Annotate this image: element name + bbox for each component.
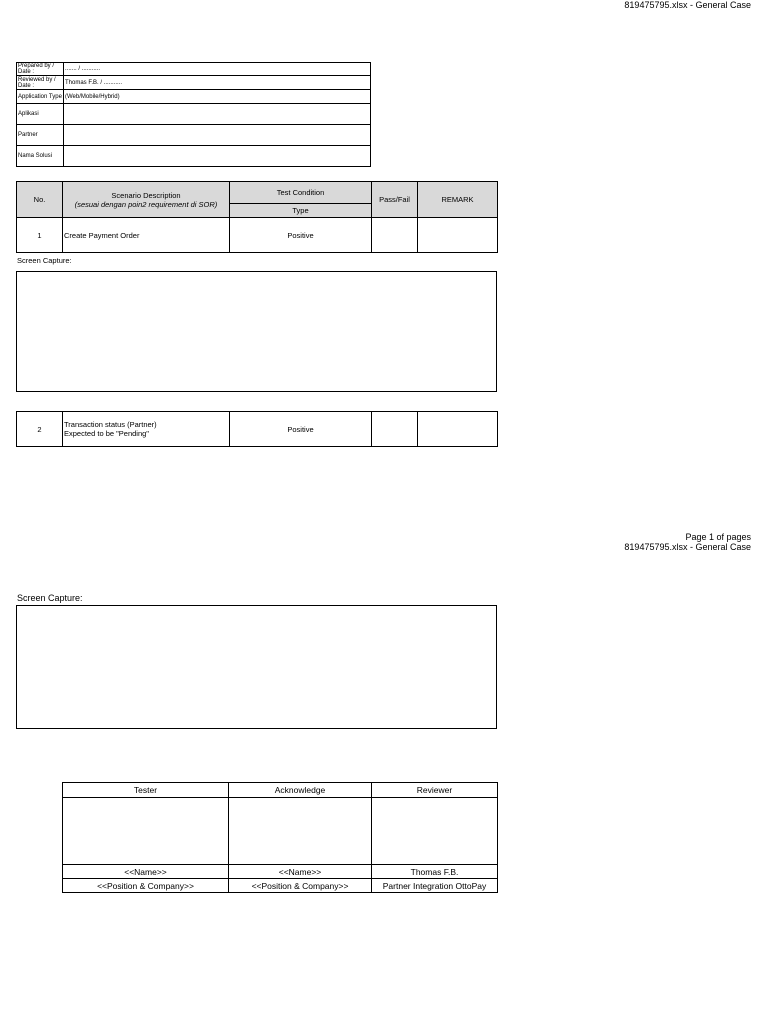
info-row-reviewed [17,76,371,90]
row-pass-fail [372,412,418,447]
row-remark [418,412,498,447]
scenario-table-1 [16,181,498,253]
name-reviewer: Thomas F.B. [372,865,498,879]
info-value: ....... / ........... [64,63,371,76]
header-test-condition: Test Condition [230,182,372,204]
info-value: (Web/Mobile/Hybrid) [64,90,371,104]
header-scenario-description [63,182,230,218]
header-remark: REMARK [418,182,498,218]
info-row-partner [17,125,371,146]
screen-capture-label: Screen Capture: [17,593,83,603]
row-pass-fail [372,218,418,253]
signature-space-row [63,798,498,865]
scenario-table-2 [16,411,498,447]
signature-roles-row [63,783,498,798]
screen-capture-box [16,271,497,392]
signature-space [372,798,498,865]
name-acknowledge: <<Name>> [229,865,372,879]
position-tester: <<Position & Company>> [63,879,229,893]
row-no: 1 [17,218,63,253]
signature-space [63,798,229,865]
info-value: Thomas F.B. / ........... [64,76,371,90]
info-label: Reviewed by / Date : [17,76,64,90]
info-label: Application Type [17,90,64,104]
info-value [64,125,371,146]
signature-space [229,798,372,865]
info-row-prepared [17,63,371,76]
header-pass-fail: Pass/Fail [372,182,418,218]
file-name-footer: 819475795.xlsx - General Case [624,542,751,552]
role-tester: Tester [63,783,229,798]
table-row [17,218,498,253]
info-label: Partner [17,125,64,146]
row-description: Create Payment Order [63,218,230,253]
info-label: Prepared by / Date : [17,63,64,76]
row-description-line2: Expected to be "Pending" [64,429,149,438]
info-label: Nama Solusi [17,146,64,167]
row-type: Positive [230,412,372,447]
signature-positions-row [63,879,498,893]
page-number-footer: Page 1 of pages [685,532,751,542]
row-description [63,412,230,447]
signature-table [62,782,498,893]
header-desc-subtitle: (sesuai dengan poin2 requirement di SOR) [74,199,218,209]
screen-capture-box [16,605,497,729]
role-reviewer: Reviewer [372,783,498,798]
header-no: No. [17,182,63,218]
signature-names-row [63,865,498,879]
info-row-nama-solusi [17,146,371,167]
header-type: Type [230,204,372,218]
row-remark [418,218,498,253]
position-acknowledge: <<Position & Company>> [229,879,372,893]
info-row-aplikasi [17,104,371,125]
info-value [64,104,371,125]
info-row-application-type [17,90,371,104]
screen-capture-label: Screen Capture: [17,256,72,265]
position-reviewer: Partner Integration OttoPay [372,879,498,893]
row-type: Positive [230,218,372,253]
file-name-header: 819475795.xlsx - General Case [624,0,751,10]
row-no: 2 [17,412,63,447]
info-value [64,146,371,167]
header-desc-title: Scenario Description [111,190,181,200]
document-info-table [16,62,371,167]
name-tester: <<Name>> [63,865,229,879]
info-label: Aplikasi [17,104,64,125]
row-description-line1: Transaction status (Partner) [64,420,157,429]
role-acknowledge: Acknowledge [229,783,372,798]
table-row [17,412,498,447]
